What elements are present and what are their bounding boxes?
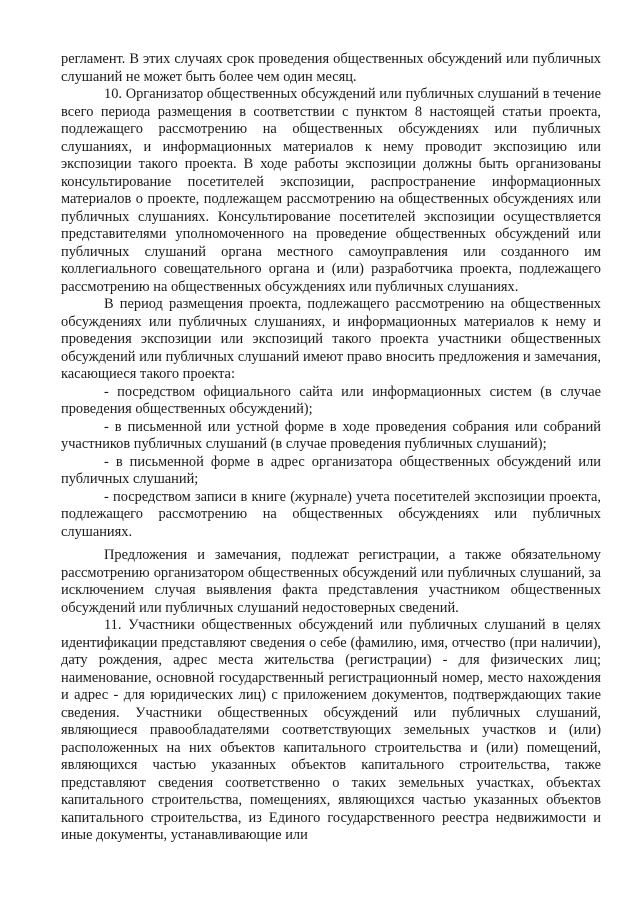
paragraph-proposals-period: В период размещения проекта, подлежащего рассмотрению на общественных обсуждениях или публичных слушаниях, и информационных материалов к нему и проведения экспозиции или экспозиций такого проекта участники общественных обсуждений или публичных слушаний имеют право вносить предложения и замечания, касающиеся такого проекта: [61, 296, 601, 382]
paragraph-item-10: 10. Организатор общественных обсуждений или публичных слушаний в течение всего периода размещения в соответствии с пунктом 8 настоящей статьи проекта, подлежащего рассмотрению на общественных обсуждениях или публичных слушаниях, и информационных материалов к нему проводит экспозицию или экспозиции такого проекта. В ходе работы экспозиции должны быть организованы консультирование посетителей экспозиции, распространение информационных материалов о проекте, подлежащем рассмотрению на общественных обсуждениях или публичных слушаниях. Консультирование посетителей экспозиции осуществляется представителями уполномоченного на проведение общественных обсуждений или публичных слушаний органа местного самоуправления или созданного им коллегиального совещательного органа и (или) разработчика проекта, подлежащего рассмотрению на общественных обсуждениях или публичных слушаниях. [61, 86, 601, 295]
paragraph-reglament-continuation: регламент. В этих случаях срок проведения общественных обсуждений или публичных слушаний не может быть более чем один месяц. [61, 51, 601, 85]
list-item-official-site: - посредством официального сайта или информационных систем (в случае проведения общественных обсуждений); [61, 383, 601, 417]
document-body [61, 51, 601, 845]
list-item-written-form: - в письменной форме в адрес организатора общественных обсуждений или публичных слушаний; [61, 453, 601, 487]
paragraph-registration: Предложения и замечания, подлежат регистрации, а также обязательному рассмотрению организатором общественных обсуждений или публичных слушаний, за исключением случая выявления факта представления участником общественных обсуждений или публичных слушаний недостоверных сведений. [61, 547, 601, 616]
paragraph-item-11: 11. Участники общественных обсуждений или публичных слушаний в целях идентификации представляют сведения о себе (фамилию, имя, отчество (при наличии), дату рождения, адрес места жительства (регистрации) - для физических лиц; наименование, основной государственный регистрационный номер, место нахождения и адрес - для юридических лиц) с приложением документов, подтверждающих такие сведения. Участники общественных обсуждений или публичных слушаний, являющиеся правообладателями соответствующих земельных участков и (или) расположенных на них объектов капитального строительства и (или) помещений, являющихся частью указанных объектов капитального строительства, также представляют сведения соответственно о таких земельных участках, объектах капитального строительства, помещениях, являющихся частью указанных объектов капитального строительства, из Единого государственного реестра недвижимости и иные документы, устанавливающие или [61, 617, 601, 843]
list-item-visitor-book: - посредством записи в книге (журнале) учета посетителей экспозиции проекта, подлежащего рассмотрению на общественных обсуждениях или публичных слушаниях. [61, 488, 601, 540]
list-item-written-oral-form: - в письменной или устной форме в ходе проведения собрания или собраний участников публичных слушаний (в случае проведения публичных слушаний); [61, 418, 601, 452]
